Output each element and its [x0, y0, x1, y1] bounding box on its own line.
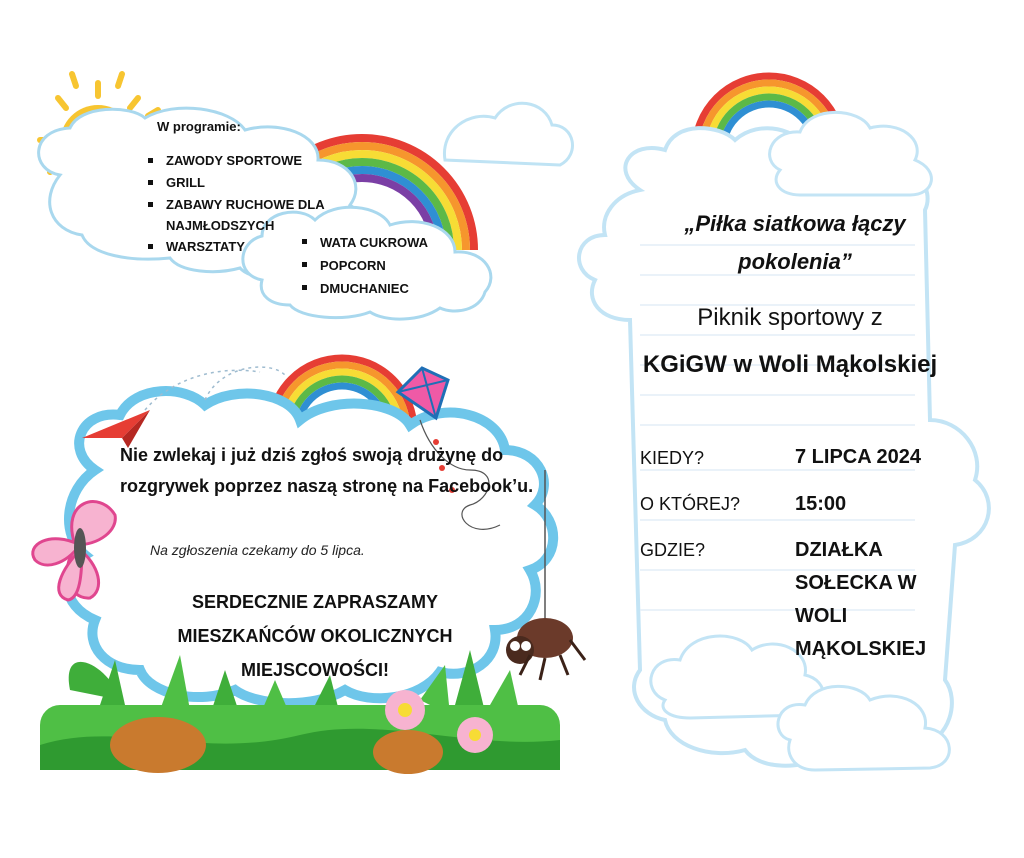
- detail-value-time: 15:00: [795, 493, 847, 515]
- invite-text: Nie zwlekaj i już dziś zgłoś swoją drużynę do rozgrywek poprzez naszą stronę na Facebook’u.: [120, 445, 534, 496]
- deadline-text: Na zgłoszenia czekamy do 5 lipca.: [150, 542, 365, 558]
- detail-label-when: KIEDY?: [640, 448, 705, 468]
- event-subtitle: Piknik sportowy z: [697, 304, 883, 331]
- program-item: POPCORN: [302, 254, 428, 277]
- program-item: DMUCHANIEC: [302, 277, 428, 300]
- program-item: ZAWODY SPORTOWE: [148, 150, 366, 172]
- program-title: W programie:: [157, 119, 241, 134]
- event-motto: „Piłka siatkowa łączy pokolenia”: [684, 211, 906, 274]
- detail-label-time: O KTÓREJ?: [640, 494, 741, 514]
- cloud-icon: [770, 112, 932, 195]
- program-item: WATA CUKROWA: [302, 231, 428, 254]
- event-organizer: KGiGW w Woli Mąkolskiej: [642, 351, 938, 378]
- detail-value-when: 7 LIPCA 2024: [795, 446, 921, 468]
- program-item: ZABAWY RUCHOWE DLA NAJMŁODSZYCH: [148, 194, 366, 236]
- program-item: WARSZTATY: [148, 236, 366, 258]
- detail-label-where: GDZIE?: [640, 540, 706, 560]
- program-list-extra: [302, 231, 428, 300]
- welcome-text: SERDECZNIE ZAPRASZAMY MIESZKAŃCÓW OKOLICZNYCH MIEJSCOWOŚCI!: [177, 592, 453, 680]
- cloud-icon: [444, 103, 572, 165]
- detail-value-where: DZIAŁKA SOŁECKA W WOLI MĄKOLSKIEJ: [795, 539, 927, 660]
- program-item: GRILL: [148, 172, 366, 194]
